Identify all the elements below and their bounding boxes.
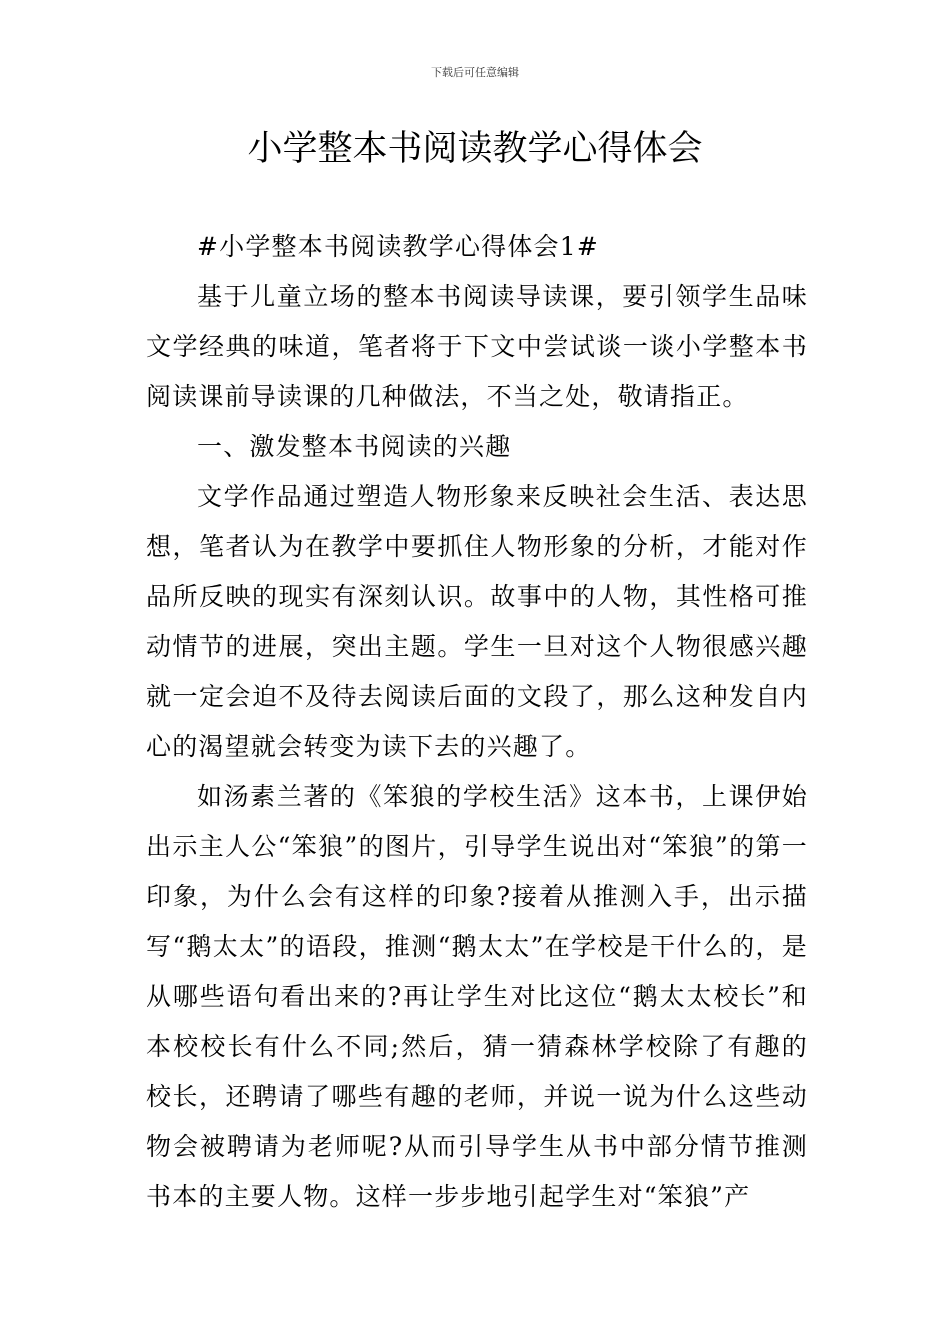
paragraph: 基于儿童立场的整本书阅读导读课，要引领学生品味文学经典的味道，笔者将于下文中尝试谈一谈小学整本书阅读课前导读课的几种做法，不当之处，敬请指正。 <box>146 282 808 411</box>
document-title: 小学整本书阅读教学心得体会 <box>247 129 703 169</box>
subheading: 一、激发整本书阅读的兴趣 <box>197 432 512 461</box>
paragraph: 文学作品通过塑造人物形象来反映社会生活、表达思想，笔者认为在教学中要抓住人物形象的分析，才能对作品所反映的现实有深刻认识。故事中的人物，其性格可推动情节的进展，突出主题。学生一旦对这个人物很感兴趣就一定会迫不及待去阅读后面的文段了，那么这种发自内心的渴望就会转变为读下去的兴趣了。 <box>146 482 808 761</box>
header-note: 下载后可任意编辑 <box>431 66 519 79</box>
document-body <box>146 222 808 1222</box>
paragraph: 如汤素兰著的《笨狼的学校生活》这本书，上课伊始出示主人公“笨狼”的图片，引导学生说出对“笨狼”的第一印象，为什么会有这样的印象?接着从推测入手，出示描写“鹅太太”的语段，推测“鹅太太”在学校是干什么的，是从哪些语句看出来的?再让学生对比这位“鹅太太校长”和本校校长有什么不同;然后，猜一猜森林学校除了有趣的校长，还聘请了哪些有趣的老师，并说一说为什么这些动物会被聘请为老师呢?从而引导学生从书中部分情节推测书本的主要人物。这样一步步地引起学生对“笨狼”产 <box>146 782 808 1211</box>
section-heading: #小学整本书阅读教学心得体会1# <box>197 232 600 261</box>
